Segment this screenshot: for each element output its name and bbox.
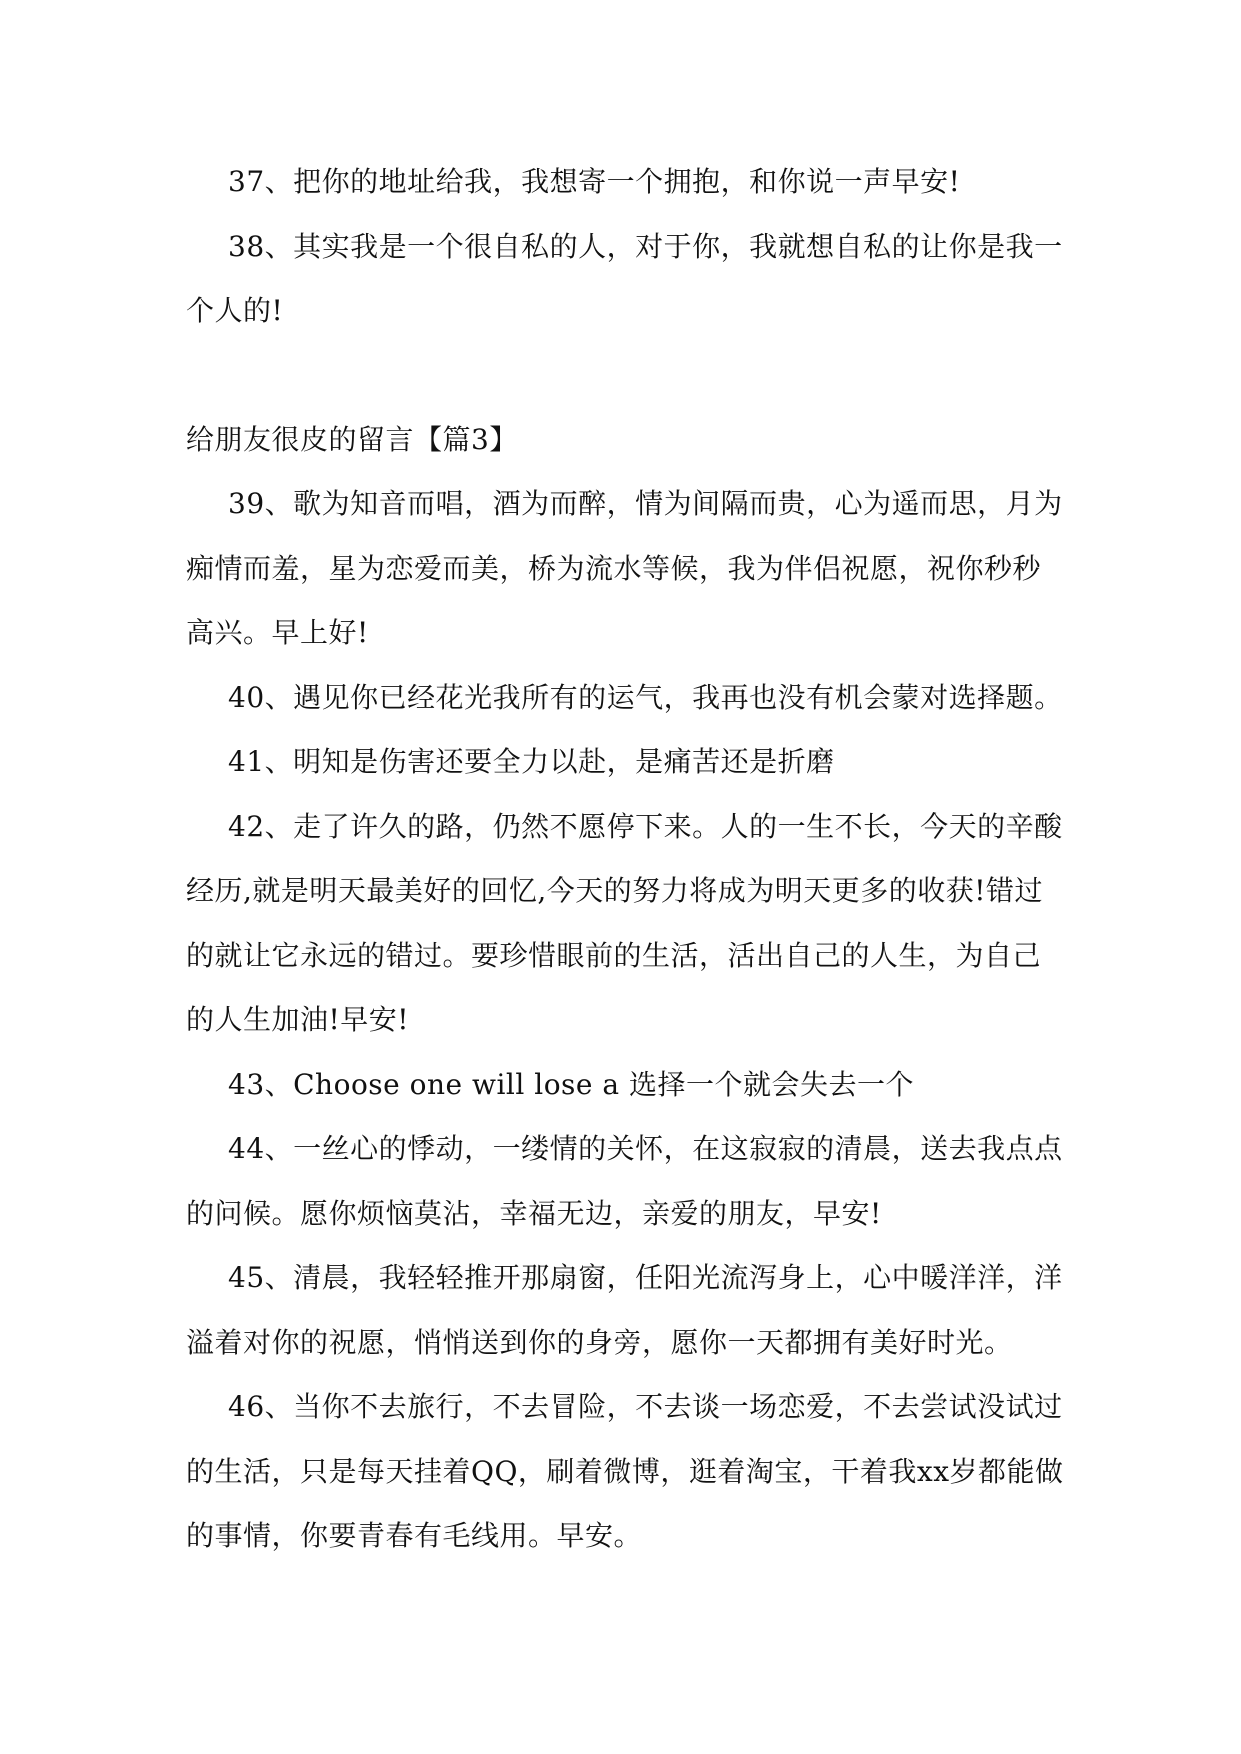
section-spacer: [186, 344, 1066, 408]
paragraph-40: 40、遇见你已经花光我所有的运气，我再也没有机会蒙对选择题。: [228, 680, 1063, 714]
paragraph-43: 43、Choose one will lose a 选择一个就会失去一个: [228, 1067, 914, 1101]
paragraph-37: 37、把你的地址给我，我想寄一个拥抱，和你说一声早安!: [228, 165, 961, 198]
paragraph-46: 46、当你不去旅行，不去冒险，不去谈一场恋爱，不去尝试没试过的生活，只是每天挂着QQ，刷着微博，逛着淘宝，干着我xx岁都能做的事情，你要青春有毛线用。早安。: [186, 1390, 1064, 1552]
document-body: [186, 150, 1066, 1569]
paragraph-39: 39、歌为知音而唱，酒为而醉，情为间隔而贵，心为遥而思，月为痴情而羞，星为恋爱而美，桥为流水等候，我为伴侣祝愿，祝你秒秒高兴。早上好!: [186, 487, 1063, 649]
paragraph-38: 38、其实我是一个很自私的人，对于你，我就想自私的让你是我一个人的!: [186, 229, 1063, 327]
paragraph-41: 41、明知是伤害还要全力以赴，是痛苦还是折磨: [228, 745, 835, 778]
paragraph-42: 42、走了许久的路，仍然不愿停下来。人的一生不长，今天的辛酸经历,就是明天最美好的回忆,今天的努力将成为明天更多的收获!错过的就让它永远的错过。要珍惜眼前的生活，活出自己的人生，为自己的人生加油!早安!: [186, 809, 1063, 1036]
paragraph-45: 45、清晨，我轻轻推开那扇窗，任阳光流泻身上，心中暖洋洋，洋溢着对你的祝愿，悄悄送到你的身旁，愿你一天都拥有美好时光。: [186, 1261, 1063, 1359]
paragraph-44: 44、一丝心的悸动，一缕情的关怀，在这寂寂的清晨，送去我点点的问候。愿你烦恼莫沾，幸福无边，亲爱的朋友，早安!: [186, 1132, 1063, 1230]
section-heading: 给朋友很皮的留言【篇3】: [186, 422, 518, 456]
